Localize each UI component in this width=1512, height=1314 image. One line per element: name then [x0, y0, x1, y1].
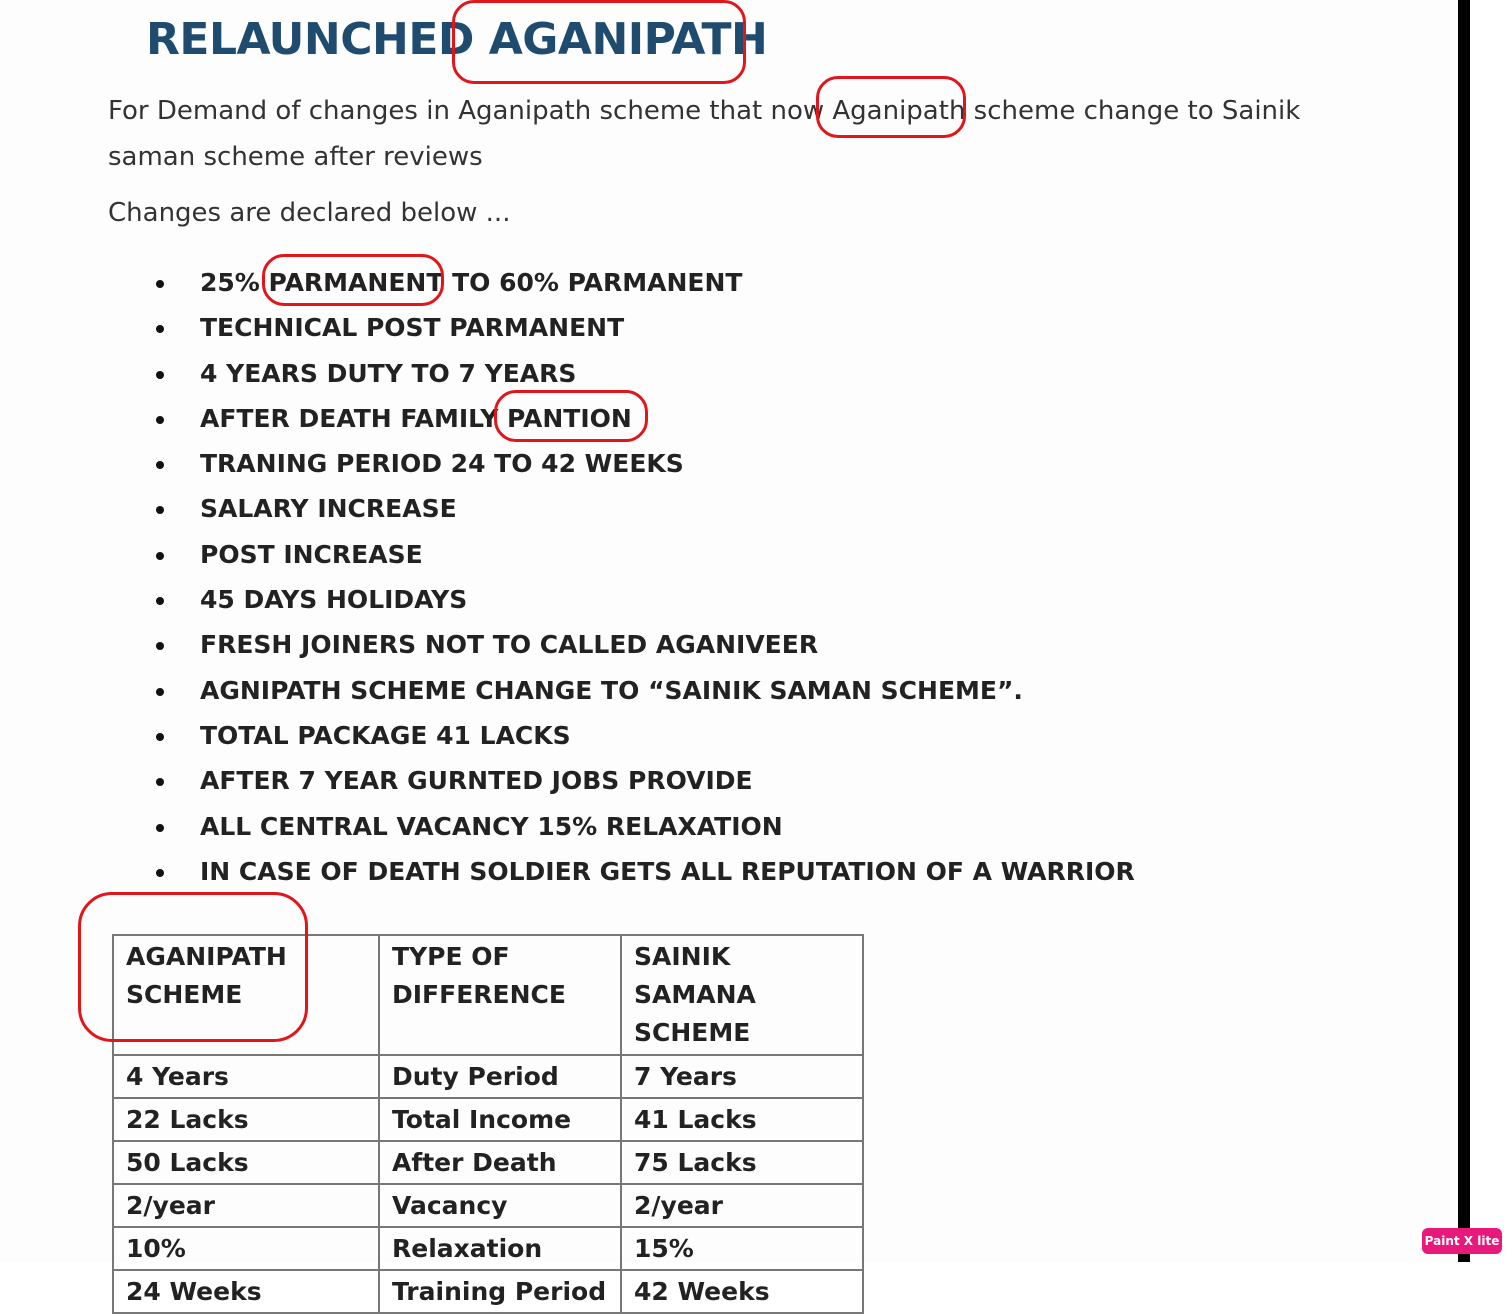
table-header-cell: AGANIPATH SCHEME [113, 935, 379, 1055]
highlight-ring-title [452, 0, 746, 84]
list-item: FRESH JOINERS NOT TO CALLED AGANIVEER [150, 622, 1135, 667]
list-item: TOTAL PACKAGE 41 LACKS [150, 713, 1135, 758]
table-cell: Duty Period [379, 1055, 621, 1098]
table-row [113, 1184, 863, 1227]
table-row [113, 1227, 863, 1270]
list-item: POST INCREASE [150, 532, 1135, 577]
table-cell: 10% [113, 1227, 379, 1270]
table-row [113, 1141, 863, 1184]
table-cell: 7 Years [621, 1055, 863, 1098]
table-row [113, 1055, 863, 1098]
highlight-ring-intro [816, 76, 966, 138]
table-cell: 50 Lacks [113, 1141, 379, 1184]
changes-list [150, 260, 1135, 894]
highlight-ring-parmanent [262, 254, 444, 306]
changes-intro: Changes are declared below ... [108, 198, 511, 228]
table-header-cell: TYPE OF DIFFERENCE [379, 935, 621, 1055]
table-row [113, 1270, 863, 1313]
highlight-ring-pantion [494, 390, 648, 442]
table-cell: 22 Lacks [113, 1098, 379, 1141]
table-cell: Relaxation [379, 1227, 621, 1270]
list-item: TECHNICAL POST PARMANENT [150, 305, 1135, 350]
list-item: 25% PARMANENT TO 60% PARMANENT [150, 260, 1135, 305]
list-item: SALARY INCREASE [150, 486, 1135, 531]
table-cell: After Death [379, 1141, 621, 1184]
highlight-ring-table-header [78, 892, 308, 1042]
page-title: RELAUNCHED AGANIPATH [146, 14, 768, 65]
window-edge-bar [1458, 0, 1470, 1262]
table-cell: 42 Weeks [621, 1270, 863, 1313]
table-cell: 2/year [621, 1184, 863, 1227]
list-item: AFTER DEATH FAMILY PANTION [150, 396, 1135, 441]
intro-paragraph: For Demand of changes in Aganipath scheme that now Aganipath scheme change to Sainik saman scheme after reviews [108, 96, 1301, 172]
list-item: 45 DAYS HOLIDAYS [150, 577, 1135, 622]
table-cell: 4 Years [113, 1055, 379, 1098]
table-cell: Total Income [379, 1098, 621, 1141]
list-item: ALL CENTRAL VACANCY 15% RELAXATION [150, 804, 1135, 849]
list-item: AFTER 7 YEAR GURNTED JOBS PROVIDE [150, 758, 1135, 803]
table-cell: Vacancy [379, 1184, 621, 1227]
table-cell: 75 Lacks [621, 1141, 863, 1184]
table-cell: 15% [621, 1227, 863, 1270]
table-row [113, 1098, 863, 1141]
list-item: 4 YEARS DUTY TO 7 YEARS [150, 351, 1135, 396]
table-cell: 41 Lacks [621, 1098, 863, 1141]
table-cell: 2/year [113, 1184, 379, 1227]
list-item: AGNIPATH SCHEME CHANGE TO “SAINIK SAMAN SCHEME”. [150, 668, 1135, 713]
table-cell: Training Period [379, 1270, 621, 1313]
table-cell: 24 Weeks [113, 1270, 379, 1313]
table-header-cell: SAINIK SAMANA SCHEME [621, 935, 863, 1055]
list-item: IN CASE OF DEATH SOLDIER GETS ALL REPUTATION OF A WARRIOR [150, 849, 1135, 894]
watermark-badge: Paint X lite [1422, 1228, 1502, 1254]
list-item: TRANING PERIOD 24 TO 42 WEEKS [150, 441, 1135, 486]
